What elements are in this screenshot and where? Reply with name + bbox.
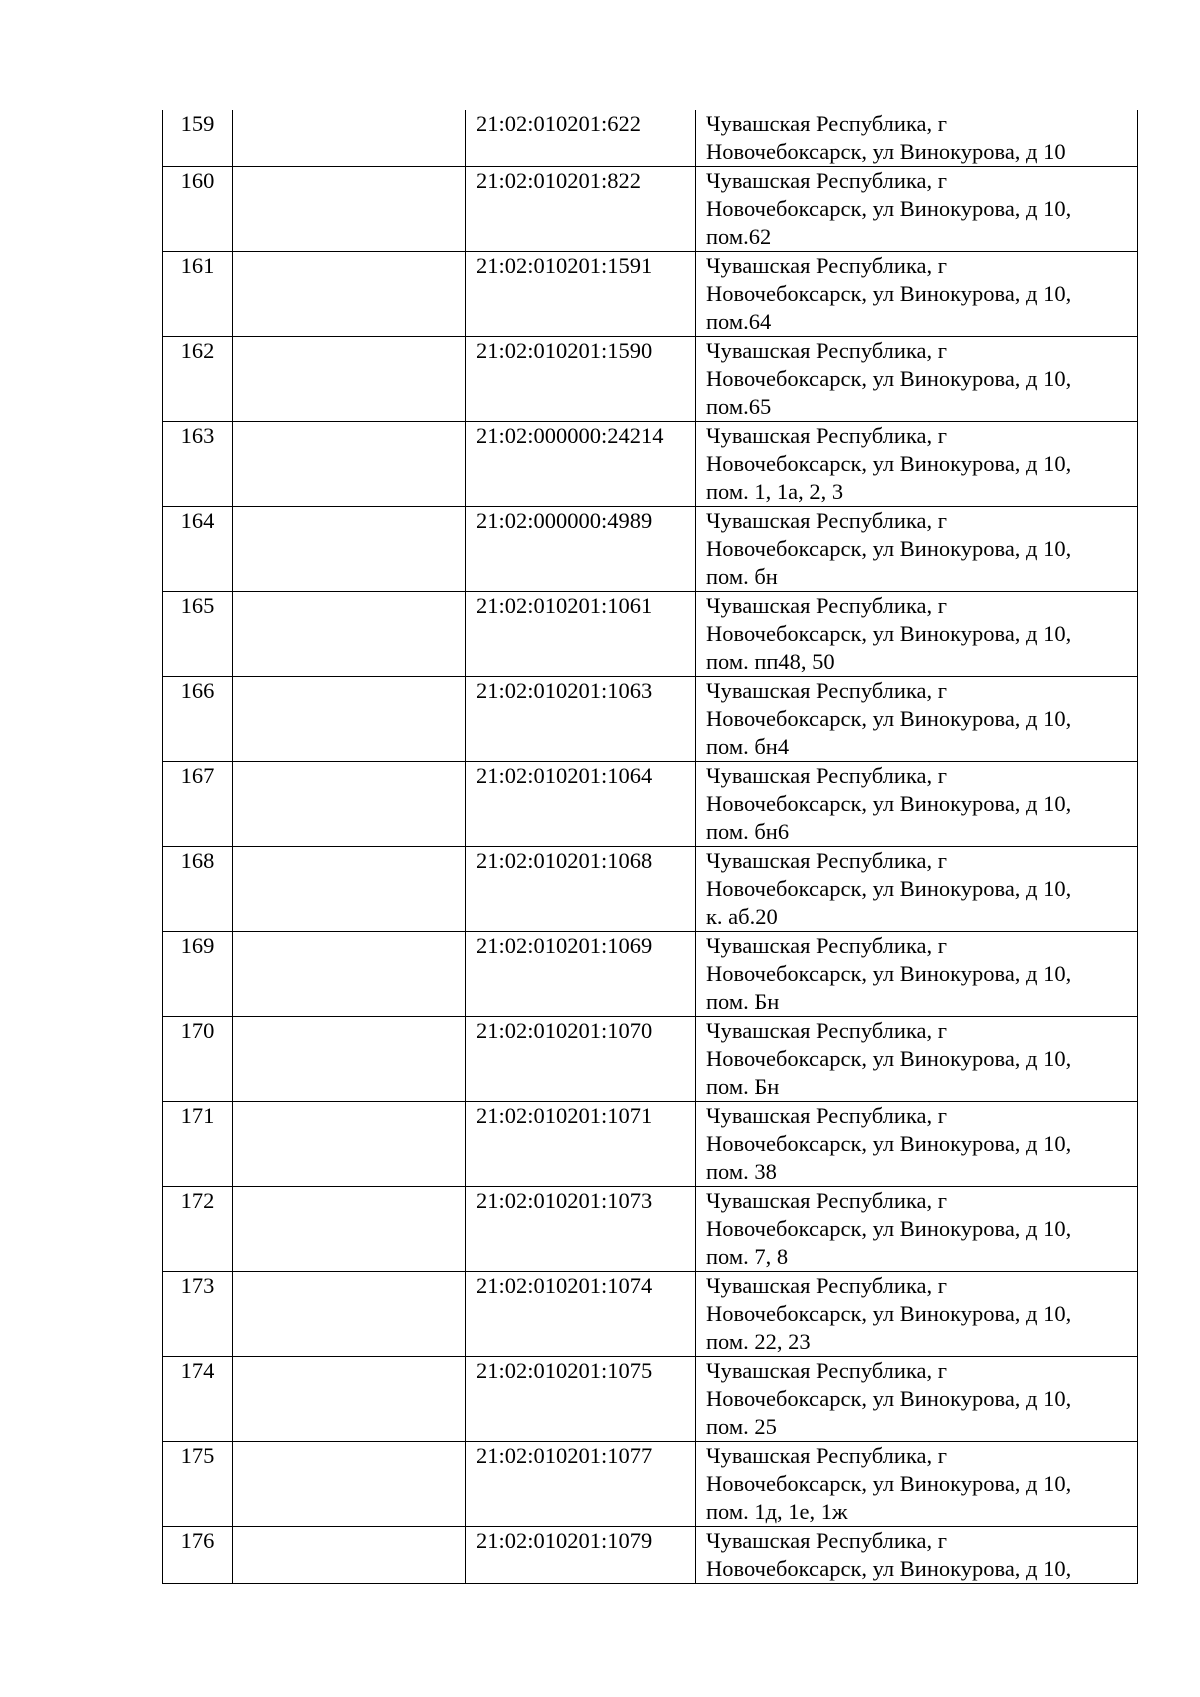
row-number: 170	[163, 1017, 233, 1102]
table-row	[163, 337, 1138, 422]
row-number: 176	[163, 1527, 233, 1584]
table-row	[163, 507, 1138, 592]
cadastral-number: 21:02:010201:1064	[466, 762, 696, 847]
address: Чувашская Республика, г Новочебоксарск, ул Винокурова, д 10,	[696, 1527, 1138, 1584]
row-number: 162	[163, 337, 233, 422]
cadastral-number: 21:02:010201:1061	[466, 592, 696, 677]
empty-cell	[233, 592, 466, 677]
row-number: 172	[163, 1187, 233, 1272]
row-number: 161	[163, 252, 233, 337]
empty-cell	[233, 1187, 466, 1272]
row-number: 171	[163, 1102, 233, 1187]
cadastral-number: 21:02:010201:1077	[466, 1442, 696, 1527]
cadastral-number: 21:02:010201:1079	[466, 1527, 696, 1584]
address: Чувашская Республика, г Новочебоксарск, ул Винокурова, д 10	[696, 110, 1138, 167]
empty-cell	[233, 1357, 466, 1442]
row-number: 173	[163, 1272, 233, 1357]
table-row	[163, 762, 1138, 847]
cadastral-number: 21:02:010201:1063	[466, 677, 696, 762]
address: Чувашская Республика, г Новочебоксарск, ул Винокурова, д 10, пом.65	[696, 337, 1138, 422]
cadastral-number: 21:02:010201:1070	[466, 1017, 696, 1102]
table-row	[163, 252, 1138, 337]
row-number: 174	[163, 1357, 233, 1442]
cadastral-number: 21:02:010201:1590	[466, 337, 696, 422]
empty-cell	[233, 1442, 466, 1527]
cadastral-number: 21:02:010201:1073	[466, 1187, 696, 1272]
empty-cell	[233, 507, 466, 592]
address: Чувашская Республика, г Новочебоксарск, ул Винокурова, д 10, пом. бн	[696, 507, 1138, 592]
property-table-body	[163, 110, 1138, 1584]
address: Чувашская Республика, г Новочебоксарск, ул Винокурова, д 10, пом. 1д, 1е, 1ж	[696, 1442, 1138, 1527]
table-row	[163, 1272, 1138, 1357]
empty-cell	[233, 1102, 466, 1187]
cadastral-number: 21:02:010201:1071	[466, 1102, 696, 1187]
table-row	[163, 932, 1138, 1017]
address: Чувашская Республика, г Новочебоксарск, ул Винокурова, д 10, пом. 25	[696, 1357, 1138, 1442]
table-row	[163, 167, 1138, 252]
address: Чувашская Республика, г Новочебоксарск, ул Винокурова, д 10, пом. Бн	[696, 1017, 1138, 1102]
empty-cell	[233, 1527, 466, 1584]
address: Чувашская Республика, г Новочебоксарск, ул Винокурова, д 10, пом. пп48, 50	[696, 592, 1138, 677]
table-row	[163, 110, 1138, 167]
row-number: 166	[163, 677, 233, 762]
row-number: 163	[163, 422, 233, 507]
row-number: 159	[163, 110, 233, 167]
table-row	[163, 422, 1138, 507]
address: Чувашская Республика, г Новочебоксарск, ул Винокурова, д 10, пом. Бн	[696, 932, 1138, 1017]
property-table	[162, 110, 1138, 1584]
cadastral-number: 21:02:010201:1075	[466, 1357, 696, 1442]
address: Чувашская Республика, г Новочебоксарск, ул Винокурова, д 10, пом. 1, 1а, 2, 3	[696, 422, 1138, 507]
address: Чувашская Республика, г Новочебоксарск, ул Винокурова, д 10, пом. 22, 23	[696, 1272, 1138, 1357]
cadastral-number: 21:02:010201:1069	[466, 932, 696, 1017]
cadastral-number: 21:02:010201:1074	[466, 1272, 696, 1357]
table-row	[163, 1442, 1138, 1527]
empty-cell	[233, 422, 466, 507]
table-row	[163, 1187, 1138, 1272]
cadastral-number: 21:02:010201:1068	[466, 847, 696, 932]
table-row	[163, 592, 1138, 677]
empty-cell	[233, 1017, 466, 1102]
row-number: 175	[163, 1442, 233, 1527]
address: Чувашская Республика, г Новочебоксарск, ул Винокурова, д 10, к. аб.20	[696, 847, 1138, 932]
row-number: 168	[163, 847, 233, 932]
empty-cell	[233, 110, 466, 167]
cadastral-number: 21:02:010201:822	[466, 167, 696, 252]
empty-cell	[233, 252, 466, 337]
address: Чувашская Республика, г Новочебоксарск, ул Винокурова, д 10, пом. бн4	[696, 677, 1138, 762]
row-number: 169	[163, 932, 233, 1017]
cadastral-number: 21:02:010201:1591	[466, 252, 696, 337]
table-row	[163, 1102, 1138, 1187]
address: Чувашская Республика, г Новочебоксарск, ул Винокурова, д 10, пом.64	[696, 252, 1138, 337]
table-row	[163, 677, 1138, 762]
table-row	[163, 1527, 1138, 1584]
table-row	[163, 847, 1138, 932]
empty-cell	[233, 337, 466, 422]
cadastral-number: 21:02:000000:4989	[466, 507, 696, 592]
address: Чувашская Республика, г Новочебоксарск, ул Винокурова, д 10, пом.62	[696, 167, 1138, 252]
cadastral-number: 21:02:000000:24214	[466, 422, 696, 507]
table-row	[163, 1017, 1138, 1102]
address: Чувашская Республика, г Новочебоксарск, ул Винокурова, д 10, пом. 38	[696, 1102, 1138, 1187]
empty-cell	[233, 677, 466, 762]
cadastral-number: 21:02:010201:622	[466, 110, 696, 167]
row-number: 164	[163, 507, 233, 592]
empty-cell	[233, 847, 466, 932]
empty-cell	[233, 167, 466, 252]
row-number: 167	[163, 762, 233, 847]
empty-cell	[233, 932, 466, 1017]
table-row	[163, 1357, 1138, 1442]
address: Чувашская Республика, г Новочебоксарск, ул Винокурова, д 10, пом. 7, 8	[696, 1187, 1138, 1272]
empty-cell	[233, 1272, 466, 1357]
empty-cell	[233, 762, 466, 847]
address: Чувашская Республика, г Новочебоксарск, ул Винокурова, д 10, пом. бн6	[696, 762, 1138, 847]
row-number: 160	[163, 167, 233, 252]
row-number: 165	[163, 592, 233, 677]
